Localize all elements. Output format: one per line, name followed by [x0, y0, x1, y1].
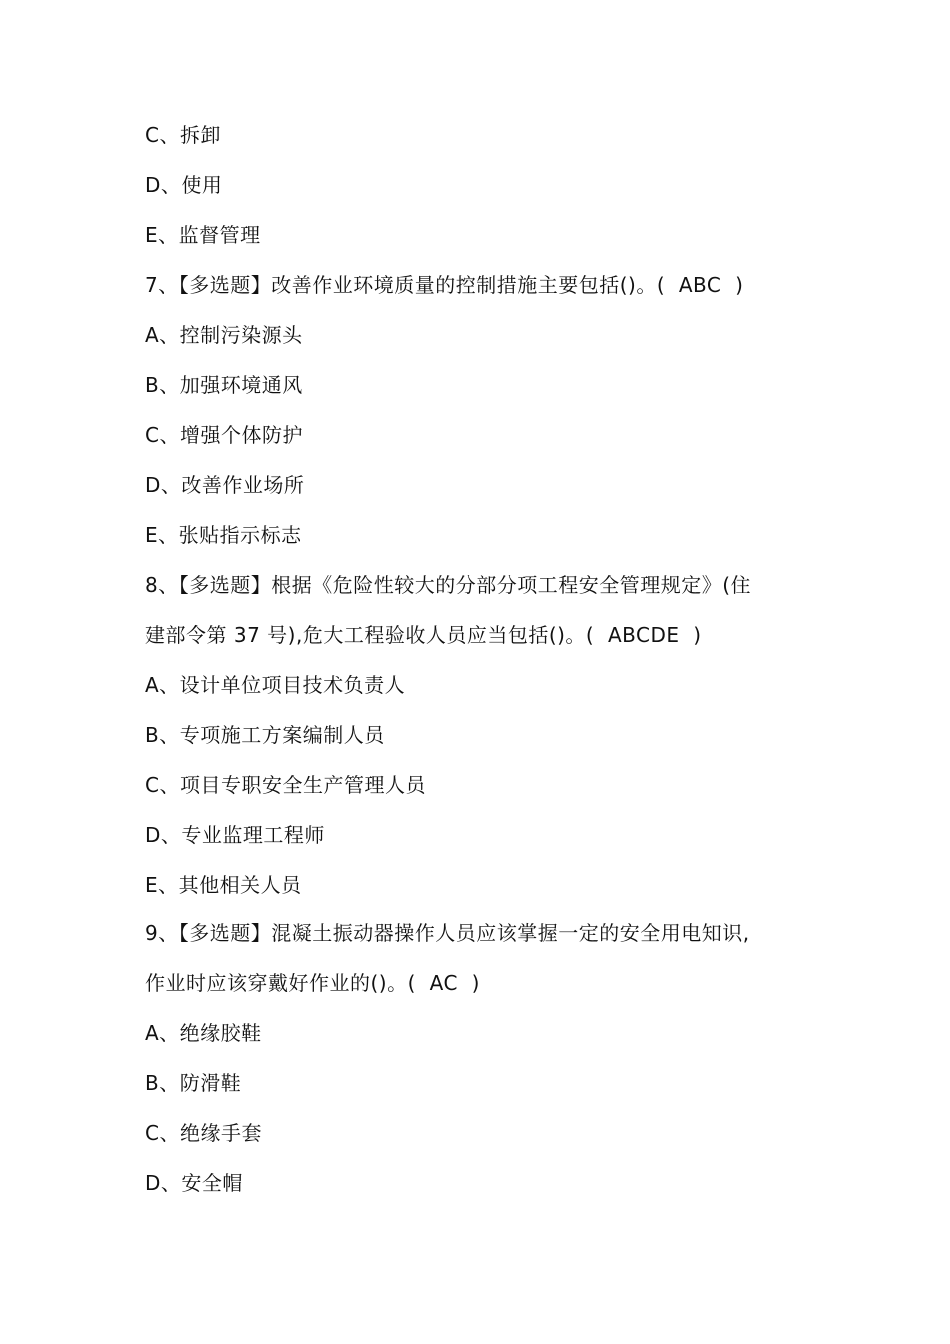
q8-option-b: B、专项施工方案编制人员 [145, 723, 385, 747]
q7-option-c: C、增强个体防护 [145, 423, 303, 447]
q9-option-b: B、防滑鞋 [145, 1071, 242, 1095]
q9-option-a: A、绝缘胶鞋 [145, 1021, 262, 1045]
question-9-line-1: 9、【多选题】混凝土振动器操作人员应该掌握一定的安全用电知识, [145, 921, 750, 945]
q7-option-b: B、加强环境通风 [145, 373, 303, 397]
q8-option-a: A、设计单位项目技术负责人 [145, 673, 406, 697]
q8-option-d: D、专业监理工程师 [145, 823, 325, 847]
q9-option-c: C、绝缘手套 [145, 1121, 262, 1145]
q8-option-c: C、项目专职安全生产管理人员 [145, 773, 426, 797]
question-8-line-1: 8、【多选题】根据《危险性较大的分部分项工程安全管理规定》(住 [145, 573, 752, 597]
q8-option-e: E、其他相关人员 [145, 873, 302, 897]
q9-option-d: D、安全帽 [145, 1171, 243, 1195]
question-9-line-2: 作业时应该穿戴好作业的()。( AC ) [145, 971, 480, 995]
question-7: 7、【多选题】改善作业环境质量的控制措施主要包括()。( ABC ) [145, 273, 744, 297]
q7-option-a: A、控制污染源头 [145, 323, 303, 347]
q7-option-e: E、张贴指示标志 [145, 523, 302, 547]
option-e-supervision: E、监督管理 [145, 223, 261, 247]
option-d-use: D、使用 [145, 173, 223, 197]
q7-option-d: D、改善作业场所 [145, 473, 305, 497]
question-8-line-2: 建部令第 37 号),危大工程验收人员应当包括()。( ABCDE ) [145, 623, 702, 647]
option-c-dismantle: C、拆卸 [145, 123, 221, 147]
